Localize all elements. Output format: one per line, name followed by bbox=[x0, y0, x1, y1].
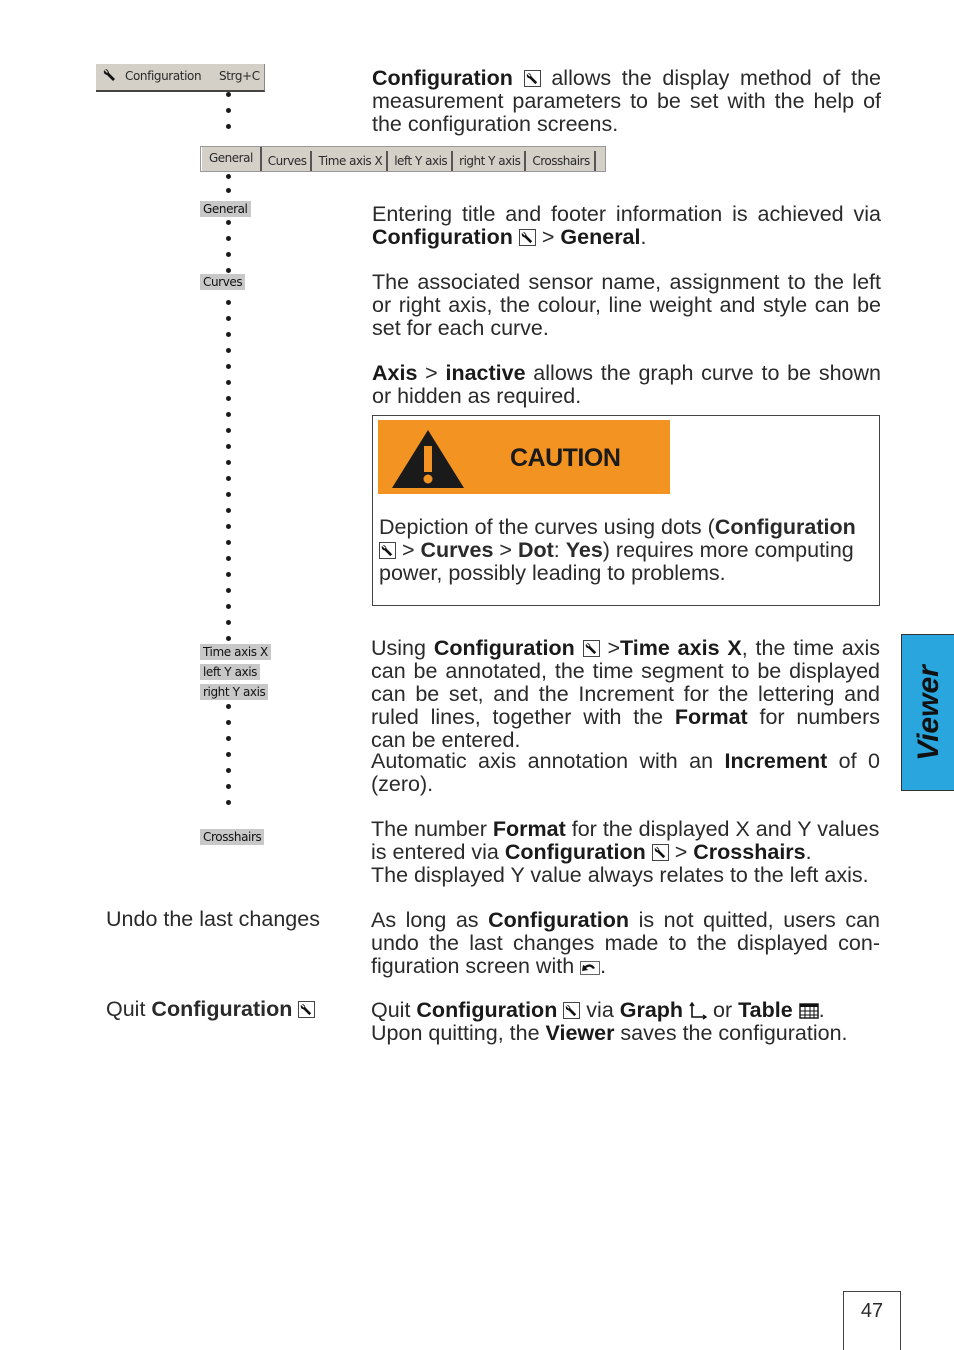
dotted-connector-long bbox=[226, 300, 232, 640]
config-tabbar bbox=[200, 146, 606, 172]
label-crosshairs: Crosshairs bbox=[200, 829, 264, 845]
label-general: General bbox=[200, 201, 251, 217]
warning-triangle-icon bbox=[390, 428, 466, 490]
dotted-connector-axes bbox=[226, 704, 232, 814]
undo-icon bbox=[580, 961, 600, 975]
dotted-connector-top bbox=[226, 92, 232, 142]
page-number: 47 bbox=[860, 1300, 884, 1322]
table-icon bbox=[799, 1001, 819, 1017]
para-crosshairs: The number Format for the displayed X and Y values is entered via Configuration > Crosshairs. The displayed Y value always relates to the left axis. bbox=[371, 817, 880, 887]
caution-title: CAUTION bbox=[510, 444, 621, 472]
dotted-connector-curves bbox=[226, 220, 232, 270]
menu-configuration[interactable] bbox=[96, 64, 265, 92]
label-curves: Curves bbox=[200, 274, 245, 290]
undo-label: Undo the last changes bbox=[106, 907, 320, 931]
tab-curves[interactable]: Curves bbox=[264, 151, 313, 171]
tab-right-y-axis[interactable]: right Y axis bbox=[455, 151, 526, 171]
para-general: Entering title and footer information is achieved via Configuration > General. bbox=[372, 202, 881, 249]
caution-box bbox=[372, 415, 880, 606]
label-time-axis-x: Time axis X bbox=[200, 644, 271, 660]
wrench-icon bbox=[524, 70, 541, 87]
label-left-y-axis: left Y axis bbox=[200, 664, 260, 680]
tab-crosshairs[interactable]: Crosshairs bbox=[528, 151, 595, 171]
tab-general[interactable]: General bbox=[201, 147, 262, 171]
wrench-icon bbox=[102, 67, 118, 86]
menu-shortcut: Strg+C bbox=[219, 69, 260, 83]
quit-label: Quit Configuration bbox=[106, 998, 315, 1021]
wrench-icon bbox=[652, 844, 669, 861]
dotted-connector-general bbox=[226, 174, 232, 198]
wrench-icon bbox=[583, 640, 600, 657]
menu-configuration-label: Configuration bbox=[125, 69, 202, 83]
caution-banner bbox=[378, 420, 670, 494]
tab-left-y-axis[interactable]: left Y axis bbox=[390, 151, 453, 171]
para-quit: Quit Configuration via Graph or Table . Upon quitting, the Viewer saves the configuration. bbox=[371, 998, 848, 1045]
label-right-y-axis: right Y axis bbox=[200, 684, 268, 700]
para-undo: As long as Configuration is not quitted, users can undo the last changes made to the displayed con-figuration screen with . bbox=[371, 908, 881, 978]
caution-text: Depiction of the curves using dots (Configuration > Curves > Dot: Yes) requires more computing power, possibly leading to problems. bbox=[379, 515, 856, 585]
graph-icon bbox=[689, 1002, 707, 1020]
tab-time-axis-x[interactable]: Time axis X bbox=[314, 151, 388, 171]
para-increment: Automatic axis annotation with an Increment of 0 (zero). bbox=[371, 749, 880, 796]
para-time-axis: Using Configuration >Time axis X, the time axis can be annotated, the time segment to be displayed can be set, and the Increment for the lettering and ruled lines, together with the Format for numbers can be entered. bbox=[371, 636, 880, 752]
wrench-icon bbox=[298, 1001, 315, 1018]
page-number-box bbox=[843, 1291, 901, 1350]
para-curves: The associated sensor name, assignment to the left or right axis, the colour, line weight and style can be set for each curve. bbox=[372, 270, 881, 340]
wrench-icon bbox=[563, 1002, 580, 1019]
para-configuration-intro: Configuration allows the display method of the measurement parameters to be set with the help of the configuration screens. bbox=[372, 66, 881, 136]
wrench-icon bbox=[379, 542, 396, 559]
wrench-icon bbox=[519, 229, 536, 246]
para-axis-inactive: Axis > inactive allows the graph curve to be shown or hidden as required. bbox=[372, 361, 881, 408]
side-tab-viewer bbox=[901, 634, 954, 791]
side-tab-label: Viewer bbox=[911, 664, 945, 761]
